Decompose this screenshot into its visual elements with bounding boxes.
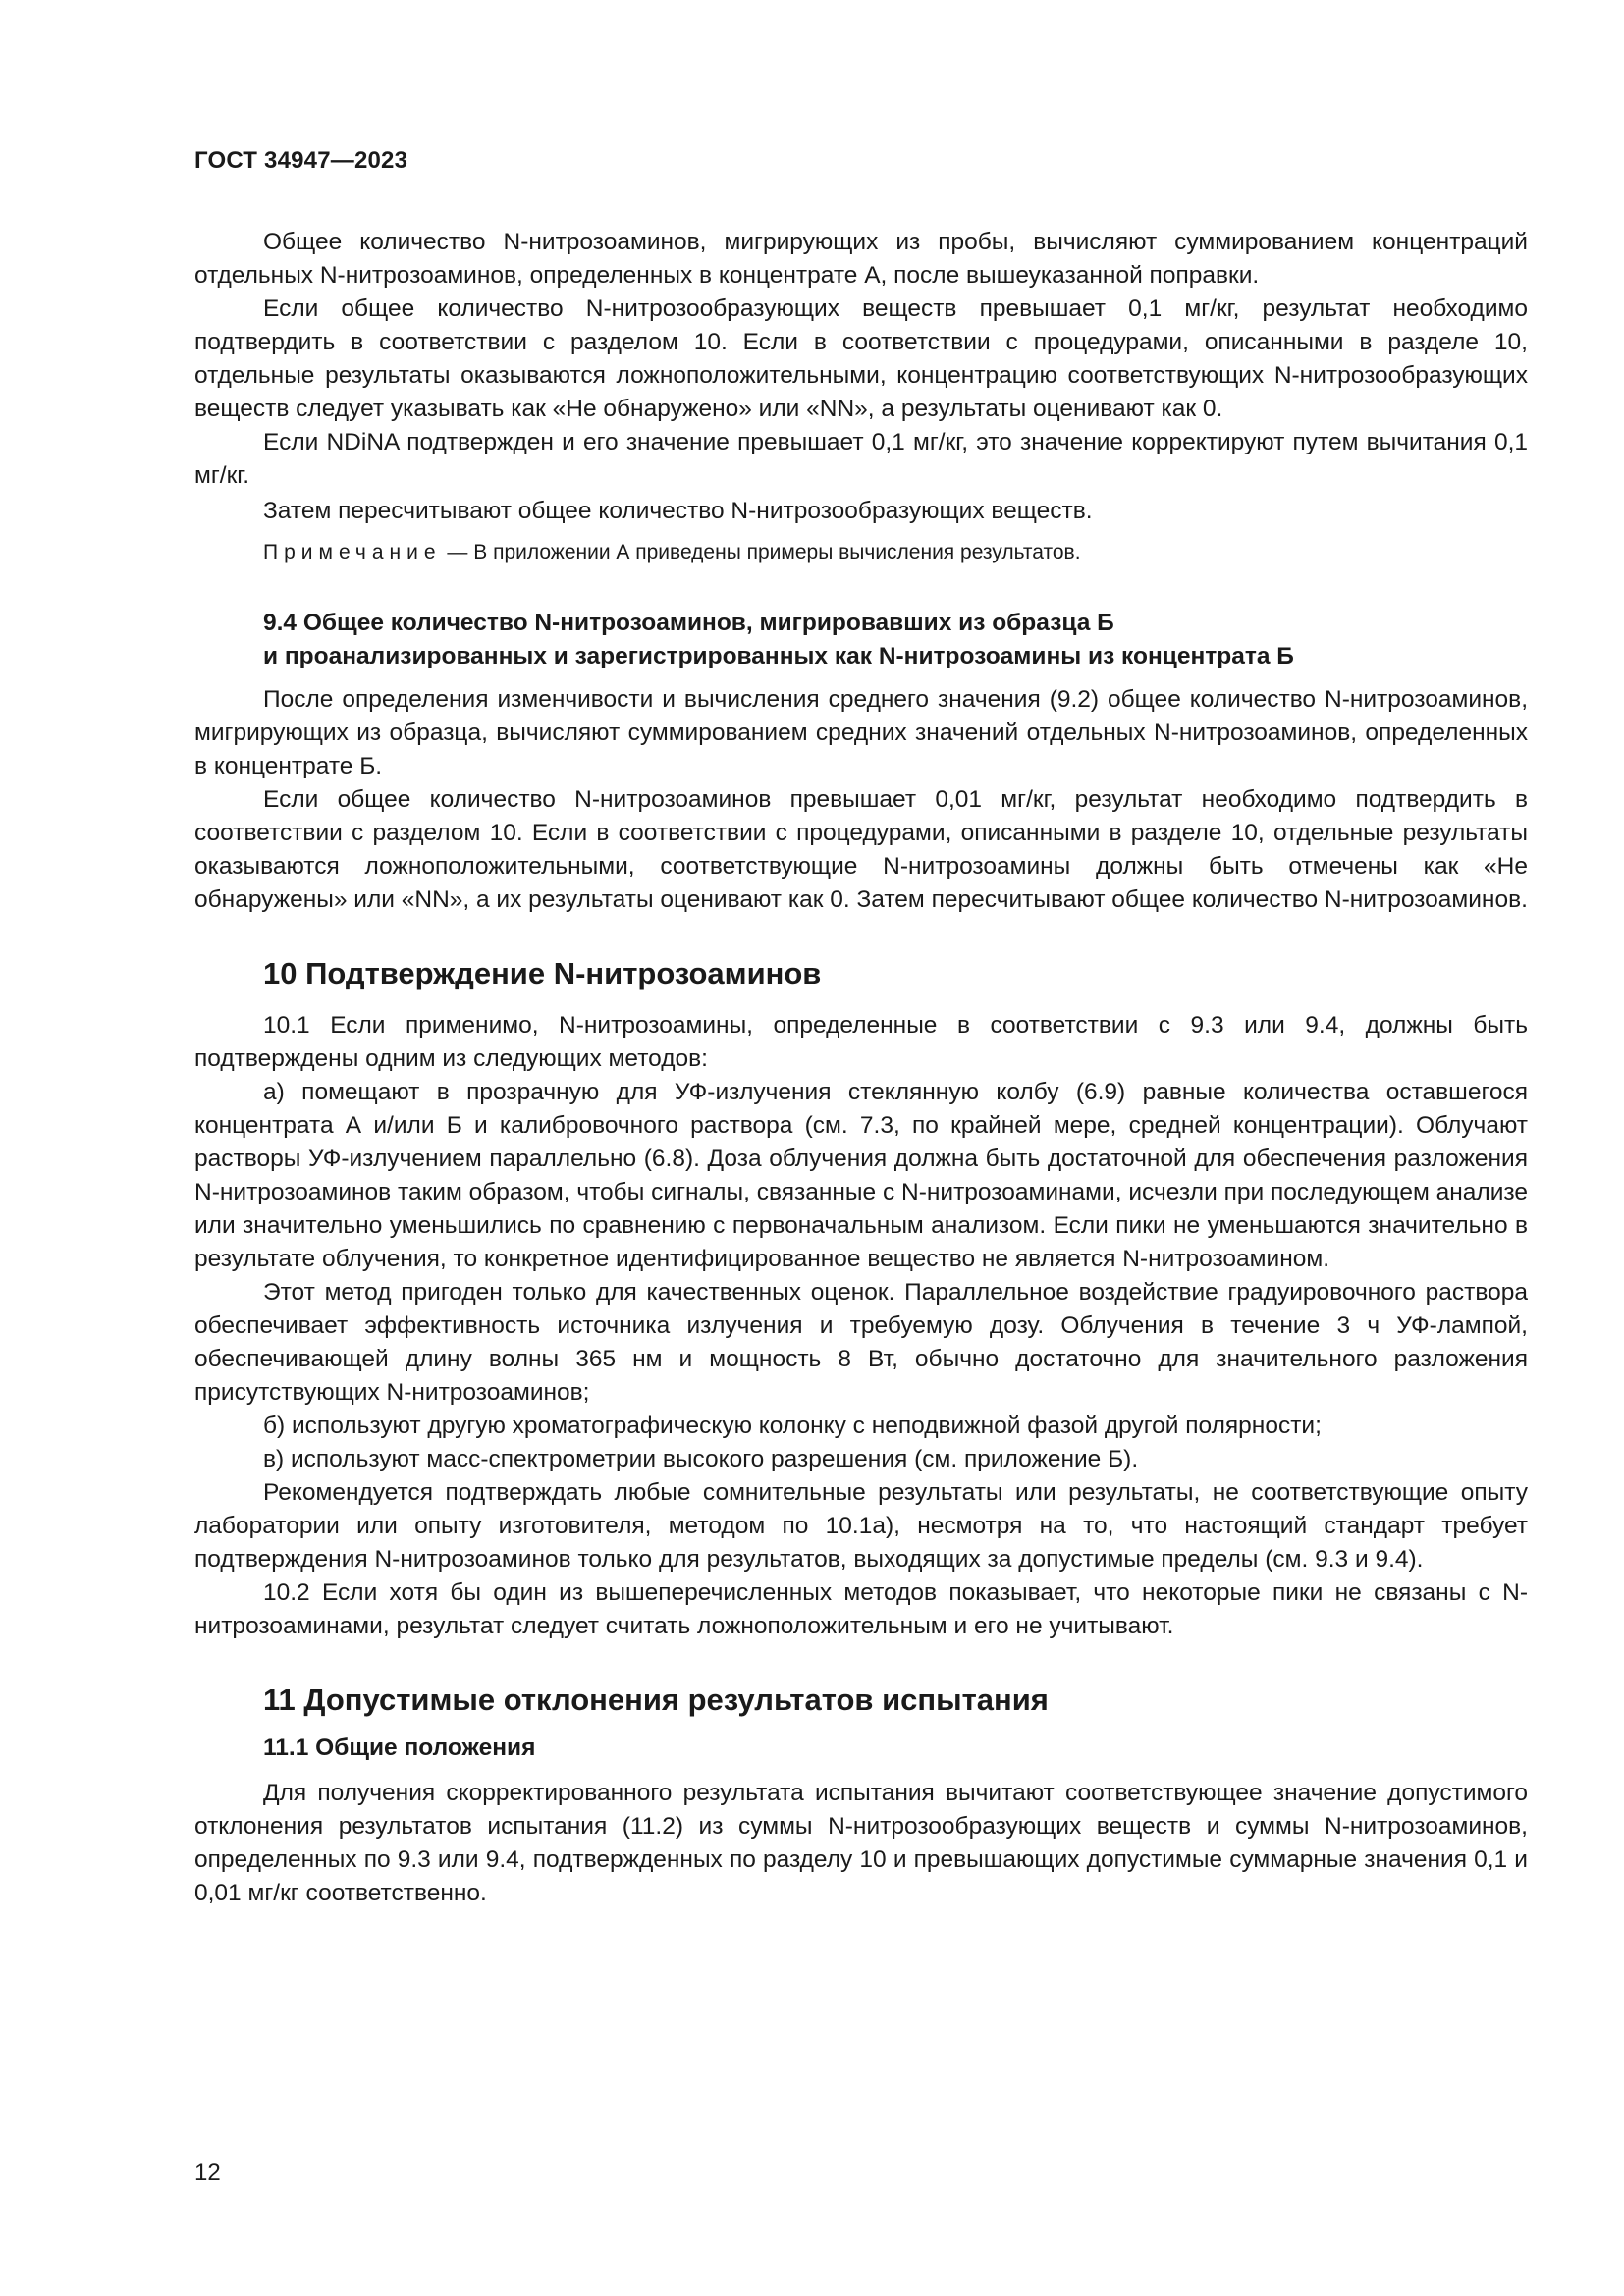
- paragraph: Для получения скорректированного результата испытания вычитают соответствующее значение допустимого отклонения результатов испытания (11.2) из суммы N-нитрозообразующих веществ и суммы N-нитрозоаминов, определенных по 9.3 или 9.4, подтвержденных по разделу 10 и превышающих допустимые суммарные значения 0,1 и 0,01 мг/кг соответственно.: [194, 1780, 1528, 1906]
- subsection-heading-11-1: 11.1 Общие положения: [263, 1735, 536, 1761]
- section-heading-10: 10 Подтверждение N-нитрозоаминов: [263, 956, 822, 990]
- paragraph: 10.2 Если хотя бы один из вышеперечисленных методов показывает, что некоторые пики не связаны с N-нитрозоаминами, результат следует считать ложноположительным и его не учитывают.: [194, 1579, 1528, 1639]
- subsection-heading-9-4-line-2: и проанализированных и зарегистрированных как N-нитрозоамины из концентрата Б: [263, 643, 1294, 669]
- subsection-heading-9-4-line-1: 9.4 Общее количество N-нитрозоаминов, мигрировавших из образца Б: [263, 610, 1114, 636]
- paragraph: Рекомендуется подтверждать любые сомнительные результаты или результаты, не соответствующие опыту лаборатории или опыту изготовителя, методом по 10.1а), несмотря на то, что настоящий стандарт требует подтверждения N-нитрозоаминов только для результатов, выходящих за допустимые пределы (см. 9.3 и 9.4).: [194, 1479, 1528, 1573]
- note: [194, 538, 1528, 567]
- paragraph: 10.1 Если применимо, N-нитрозоамины, определенные в соответствии с 9.3 или 9.4, должны быть подтверждены одним из следующих методов:: [194, 1012, 1528, 1072]
- list-item-a: а) помещают в прозрачную для УФ-излучения стеклянную колбу (6.9) равные количества оставшегося концентрата А и/или Б и калибровочного раствора (см. 7.3, по крайней мере, средней концентрации). Облучают растворы УФ-излучением параллельно (6.8). Доза облучения должна быть достаточной для обеспечения разложения N-нитрозоаминов таким образом, чтобы сигналы, связанные с N-нитрозоаминами, исчезли при последующем анализе или значительно уменьшились по сравнению с первоначальным анализом. Если пики не уменьшаются значительно в результате облучения, то конкретное идентифицированное вещество не является N-нитрозоамином.: [194, 1079, 1528, 1272]
- document-header: ГОСТ 34947—2023: [194, 147, 408, 174]
- paragraph: Общее количество N-нитрозоаминов, мигрирующих из пробы, вычисляют суммированием концентраций отдельных N-нитрозоаминов, определенных в концентрате А, после вышеуказанной поправки.: [194, 229, 1528, 289]
- paragraph: Если общее количество N-нитрозообразующих веществ превышает 0,1 мг/кг, результат необходимо подтвердить в соответствии с разделом 10. Если в соответствии с процедурами, описанными в разделе 10, отдельные результаты оказываются ложноположительными, концентрацию соответствующих N-нитрозообразующих веществ следует указывать как «Не обнаружено» или «NN», а результаты оценивают как 0.: [194, 295, 1528, 422]
- note-label: Примечание: [263, 541, 442, 563]
- document-body: [194, 226, 1528, 1910]
- page-number: 12: [194, 2160, 221, 2186]
- paragraph: Если NDiNA подтвержден и его значение превышает 0,1 мг/кг, это значение корректируют путем вычитания 0,1 мг/кг.: [194, 429, 1528, 489]
- list-item-c: в) используют масс-спектрометрии высокого разрешения (см. приложение Б).: [263, 1446, 1139, 1472]
- note-text: — В приложении А приведены примеры вычисления результатов.: [441, 541, 1081, 563]
- list-item-b: б) используют другую хроматографическую колонку с неподвижной фазой другой полярности;: [263, 1413, 1322, 1439]
- paragraph: После определения изменчивости и вычисления среднего значения (9.2) общее количество N-нитрозоаминов, мигрирующих из образца, вычисляют суммированием средних значений отдельных N-нитрозоаминов, определенных в концентрате Б.: [194, 686, 1528, 779]
- paragraph: Этот метод пригоден только для качественных оценок. Параллельное воздействие градуировочного раствора обеспечивает эффективность источника излучения и требуемую дозу. Облучения в течение 3 ч УФ-лампой, обеспечивающей длину волны 365 нм и мощность 8 Вт, обычно достаточно для значительного разложения присутствующих N-нитрозоаминов;: [194, 1279, 1528, 1406]
- paragraph: Затем пересчитывают общее количество N-нитрозообразующих веществ.: [263, 498, 1093, 524]
- section-heading-11: 11 Допустимые отклонения результатов испытания: [263, 1682, 1049, 1717]
- paragraph: Если общее количество N-нитрозоаминов превышает 0,01 мг/кг, результат необходимо подтвердить в соответствии с разделом 10. Если в соответствии с процедурами, описанными в разделе 10, отдельные результаты оказываются ложноположительными, соответствующие N-нитрозоамины должны быть отмечены как «Не обнаружены» или «NN», а их результаты оценивают как 0. Затем пересчитывают общее количество N-нитрозоаминов.: [194, 786, 1528, 913]
